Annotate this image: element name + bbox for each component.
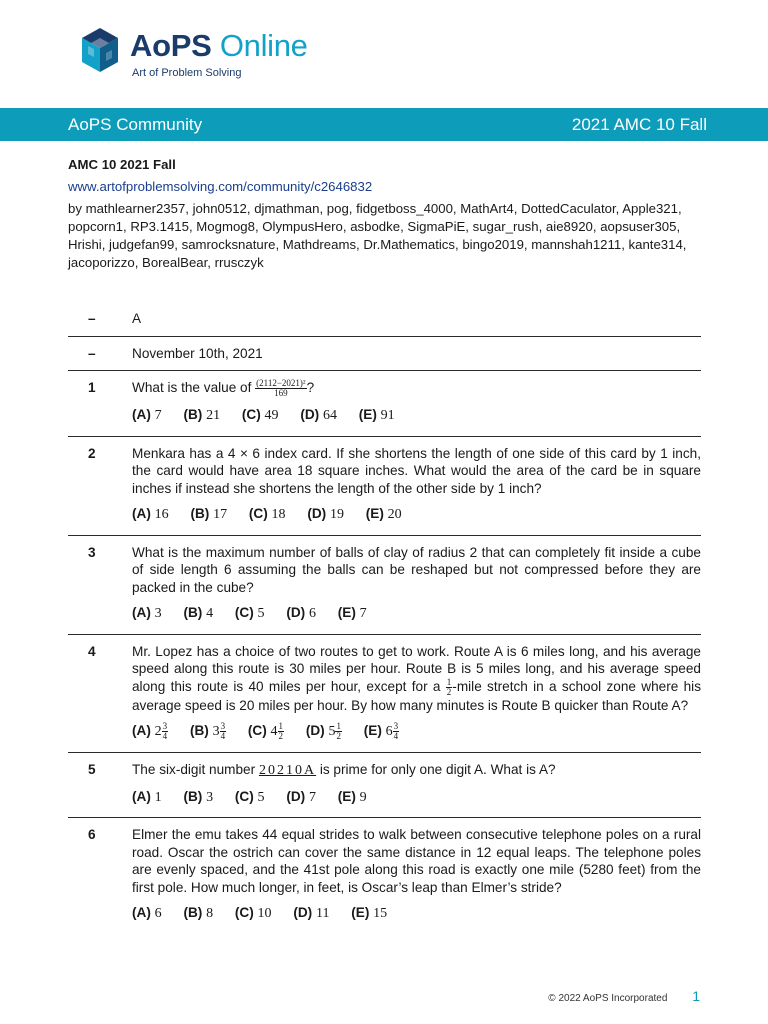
choice-value: 64 [322, 408, 337, 423]
page-footer [548, 988, 700, 1004]
problem-5 [68, 753, 701, 818]
choice-value: 91 [380, 408, 395, 423]
problem-text [132, 379, 701, 398]
choice-a [132, 788, 162, 807]
fraction [162, 722, 169, 741]
choice-label: (E) [365, 506, 384, 521]
community-label: AoPS Community [68, 115, 203, 134]
choice-label: (A) [132, 407, 151, 422]
choice-label: (E) [351, 905, 370, 920]
problem-text [132, 643, 701, 715]
aops-cube-icon [80, 26, 120, 74]
choice-label: (B) [189, 723, 209, 739]
fraction-denominator: 4 [393, 731, 399, 741]
fraction [335, 722, 342, 741]
choice-label: (C) [234, 905, 254, 920]
problem-number: 3 [88, 544, 96, 560]
fraction-numerator: 3 [393, 721, 399, 731]
choice-label: (C) [234, 605, 254, 620]
choice-label: (A) [132, 788, 151, 804]
choice-label: (B) [183, 407, 203, 422]
problem-text-part: ? [306, 380, 315, 396]
choice-label: (D) [286, 605, 306, 620]
choice-c [235, 904, 272, 923]
fraction [220, 722, 227, 741]
choice-b [190, 722, 226, 741]
fraction [278, 722, 285, 741]
contest-date: November 10th, 2021 [132, 345, 263, 361]
problem-text: What is the maximum number of balls of clay of radius 2 that can completely fit inside a cube of side length 6 assuming the balls can be reshaped but not compressed before they are packed in the cube? [132, 544, 701, 595]
choice-c [235, 788, 265, 807]
problem-6 [68, 818, 701, 934]
fraction-numerator: 3 [220, 721, 226, 731]
section-label: A [132, 311, 142, 326]
choice-value: 3 [206, 789, 214, 805]
choice-d [293, 904, 329, 923]
choice-value: 15 [373, 906, 388, 921]
brand-bold: AoPS [130, 28, 212, 63]
choice-value: 5 [257, 789, 265, 805]
choice-label: (C) [247, 723, 267, 739]
fraction-numerator: 1 [278, 721, 284, 731]
choice-d [306, 722, 342, 741]
problem-2 [68, 437, 701, 536]
fraction-numerator: 1 [336, 721, 341, 731]
choice-c [235, 604, 265, 623]
choice-label: (D) [307, 506, 327, 521]
problem-text: Elmer the emu takes 44 equal strides to walk between consecutive telephone poles on a rural road. Oscar the ostrich can cover the same distance in 12 equal leaps. The telephone poles are evenly spaced, and the 41st pole along this road is exactly one mile (5280 feet) from the first pole. How much longer, in feet, is Oscar’s leap than Elmer’s stride? [132, 827, 701, 895]
choice-b [183, 788, 213, 807]
choice-whole: 2 [154, 724, 162, 740]
choice-a [132, 904, 162, 923]
choice-value: 3 [154, 606, 162, 621]
choice-label: (E) [337, 788, 356, 804]
choice-b [183, 406, 220, 425]
choice-value: 7 [308, 789, 316, 805]
choice-value: 6 [154, 906, 162, 921]
answer-choices [132, 722, 701, 741]
choice-value: 9 [359, 789, 367, 805]
choice-label: (B) [183, 788, 203, 804]
six-digit-number: 20210A [258, 763, 317, 778]
contest-title: AMC 10 2021 Fall [68, 157, 176, 172]
choice-d [300, 406, 337, 425]
choice-value: 16 [154, 507, 169, 522]
choice-d [286, 788, 316, 807]
choice-label: (A) [132, 605, 151, 620]
choice-whole: 5 [328, 724, 336, 740]
choice-value: 4 [206, 606, 214, 621]
choice-value: 1 [154, 789, 162, 805]
choice-label: (E) [358, 407, 377, 422]
choice-value: 19 [329, 507, 344, 522]
row-marker: – [88, 345, 96, 361]
section-row [68, 302, 701, 337]
problem-text-part: Mr. Lopez has a choice of two routes to get to work. Route A is 6 miles long, and his average speed along this route is 30 miles per hour. Route B is 5 miles long, and his average speed along this route is 40 miles per hour, except for a [132, 643, 701, 694]
choice-whole: 3 [212, 724, 220, 740]
choice-value: 18 [271, 507, 286, 522]
answer-choices [132, 788, 701, 807]
choice-b [183, 604, 213, 623]
choice-label: (A) [132, 723, 151, 739]
brand-tagline: Art of Problem Solving [132, 67, 242, 79]
fraction [393, 722, 400, 741]
choice-a [132, 406, 162, 425]
answer-choices [132, 406, 701, 425]
problem-text-part: is prime for only one digit A. What is A? [316, 762, 556, 777]
brand-wordmark [130, 28, 308, 64]
problem-text: Menkara has a 4 × 6 index card. If she shortens the length of one side of this card by 1 inch, the card would have area 18 square inches. What would the area of the card be in square inches if instead she shortens the length of the other side by 1 inch? [132, 445, 701, 496]
contest-label: 2021 AMC 10 Fall [571, 115, 707, 134]
fraction [255, 379, 306, 398]
choice-value: 7 [154, 408, 162, 423]
problem-list [68, 302, 701, 934]
fraction-numerator: (2112−2021)² [256, 378, 306, 388]
date-row [68, 337, 701, 372]
problem-text [132, 761, 701, 780]
choice-label: (D) [293, 905, 313, 920]
choice-b [183, 904, 213, 923]
fraction-numerator: 3 [162, 721, 168, 731]
problem-4 [68, 635, 701, 754]
choice-value: 17 [213, 507, 228, 522]
choice-value: 49 [264, 408, 279, 423]
fraction-denominator: 2 [278, 731, 284, 741]
choice-a [132, 505, 169, 524]
choice-value: 6 [308, 606, 316, 621]
choice-label: (D) [300, 407, 320, 422]
fraction-denominator: 2 [336, 731, 341, 741]
authors-list: by mathlearner2357, john0512, djmathman, pog, fidgetboss_4000, MathArt4, DottedCaculator, Apple321, popcorn1, RP3.1415, Mogmog8, OlympusHero, asbodke, SigmaPiE, sugar_rush, aie8920, aopsuser305, Hrishi, judgefan99, samrocksnature, Mathdreams, Dr.Mathematics, bingo2019, mannshah1211, kante314, jacoporizzo, BorealBear, rrusczyk [68, 201, 687, 270]
choice-e [359, 406, 395, 425]
choice-label: (A) [132, 506, 151, 521]
community-link[interactable]: www.artofproblemsolving.com/community/c2646832 [68, 179, 373, 194]
choice-a [132, 604, 162, 623]
contest-meta [68, 156, 704, 272]
choice-label: (A) [132, 905, 151, 920]
fraction-denominator: 2 [446, 686, 452, 697]
problem-text-part: -mile stretch in a school zone where his average speed is 20 miles per hour. By how many minutes is Route B quicker than Route A? [132, 678, 702, 713]
choice-value: 5 [257, 606, 265, 621]
choice-value: 21 [206, 408, 221, 423]
choice-label: (D) [305, 723, 325, 739]
choice-label: (D) [286, 788, 306, 804]
problem-number: 2 [88, 445, 96, 461]
choice-e [364, 722, 399, 741]
choice-label: (B) [183, 605, 203, 620]
fraction-numerator: 1 [446, 676, 452, 687]
choice-value: 10 [257, 906, 272, 921]
problem-number: 1 [88, 380, 96, 395]
choice-d [307, 505, 344, 524]
fraction-denominator: 169 [274, 388, 288, 398]
brand-light: Online [219, 28, 308, 63]
problem-number: 6 [88, 827, 96, 842]
page-number: 1 [692, 988, 700, 1004]
choice-label: (B) [183, 905, 203, 920]
fraction-denominator: 4 [220, 731, 226, 741]
choice-a [132, 722, 168, 741]
choice-b [190, 505, 227, 524]
row-marker: – [88, 311, 96, 326]
choice-e [351, 904, 387, 923]
choice-value: 20 [387, 507, 402, 522]
community-header-band [0, 108, 768, 141]
choice-label: (C) [234, 788, 254, 804]
choice-d [286, 604, 316, 623]
choice-value: 8 [206, 906, 214, 921]
choice-label: (E) [363, 723, 382, 739]
problem-text-part: The six-digit number [132, 762, 259, 777]
choice-label: (C) [241, 407, 261, 422]
choice-e [338, 604, 367, 623]
choice-c [248, 722, 284, 741]
choice-value: 11 [315, 906, 330, 921]
problem-number: 4 [88, 643, 96, 659]
choice-whole: 6 [385, 724, 393, 740]
choice-e [366, 505, 402, 524]
choice-label: (B) [190, 506, 210, 521]
fraction-denominator: 4 [162, 731, 168, 741]
problem-number: 5 [88, 762, 96, 777]
choice-label: (E) [337, 605, 356, 620]
answer-choices [132, 904, 701, 923]
choice-c [242, 406, 279, 425]
answer-choices [132, 604, 701, 623]
choice-whole: 4 [270, 724, 278, 740]
problem-text-part: What is the value of [132, 380, 256, 396]
choice-c [249, 505, 286, 524]
answer-choices [132, 505, 701, 524]
problem-3 [68, 536, 701, 635]
problem-1 [68, 371, 701, 437]
choice-label: (C) [248, 506, 268, 521]
choice-value: 7 [359, 606, 367, 621]
choice-e [338, 788, 367, 807]
copyright-text: © 2022 AoPS Incorporated [548, 993, 668, 1004]
